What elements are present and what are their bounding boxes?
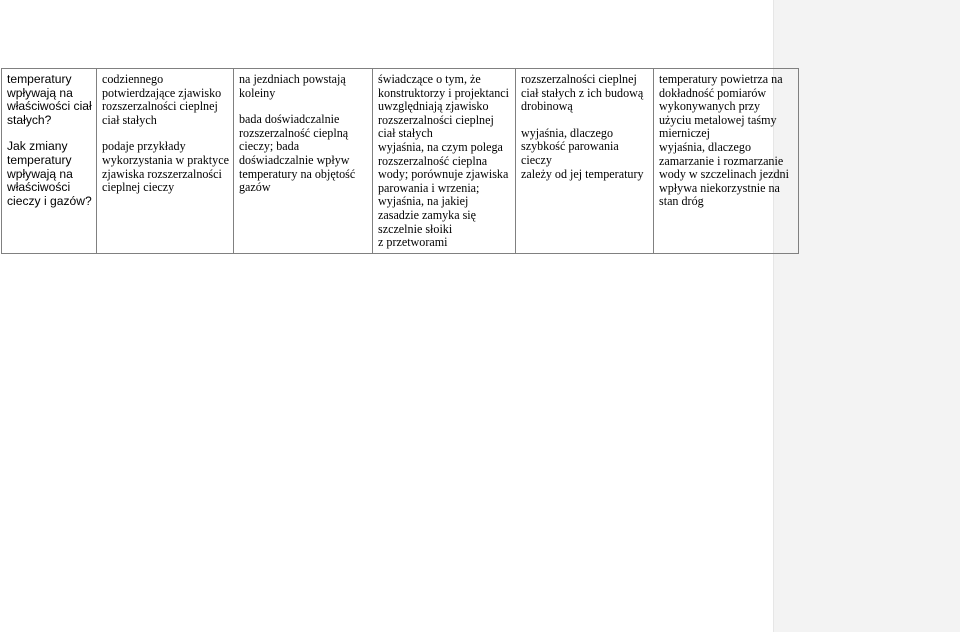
question-cell bbox=[2, 69, 97, 254]
curriculum-table bbox=[1, 68, 799, 254]
comment-margin-panel bbox=[773, 0, 960, 632]
requirement-cell bbox=[516, 69, 654, 254]
cell-paragraph: rozszerzalności cieplnej ciał stałych z ich budową drobinową bbox=[521, 72, 644, 114]
cell-paragraph: codziennego potwierdzające zjawisko rozszerzalności cieplnej ciał stałych bbox=[102, 72, 222, 127]
requirement-cell bbox=[234, 69, 373, 254]
requirement-cell bbox=[654, 69, 799, 254]
cell-paragraph: świadczące o tym, że konstruktorzy i projektanci uwzględniają zjawisko rozszerzalności cieplnej ciał stałych wyjaśnia, na czym polega rozszerzalność cieplna wody; porównuje zjawiska parowania i wrzenia; wyjaśnia, na jakiej zasadzie zamyka się szczelnie słoiki z przetworami bbox=[378, 72, 509, 250]
cell-paragraph: bada doświadczalnie rozszerzalność cieplną cieczy; bada doświadczalnie wpływ temperatury na objętość gazów bbox=[239, 112, 356, 195]
requirement-cell bbox=[97, 69, 234, 254]
cell-paragraph: wyjaśnia, dlaczego szybkość parowania cieczy zależy od jej temperatury bbox=[521, 125, 644, 181]
table-row bbox=[2, 69, 799, 254]
requirement-cell bbox=[373, 69, 516, 254]
cell-paragraph: temperatury powietrza na dokładność pomiarów wykonywanych przy użyciu metalowej taśmy mierniczej wyjaśnia, dlaczego zamarzanie i rozmarzanie wody w szczelinach jezdni wpływa niekorzystnie na stan dróg bbox=[659, 72, 789, 209]
cell-paragraph: na jezdniach powstają koleiny bbox=[239, 72, 346, 100]
cell-paragraph: Jak zmiany temperatury wpływają na właściwości cieczy i gazów? bbox=[7, 139, 92, 208]
cell-paragraph: temperatury wpływają na właściwości ciał stałych? bbox=[7, 72, 92, 127]
cell-paragraph: podaje przykłady wykorzystania w praktyce zjawiska rozszerzalności cieplnej cieczy bbox=[102, 139, 229, 195]
